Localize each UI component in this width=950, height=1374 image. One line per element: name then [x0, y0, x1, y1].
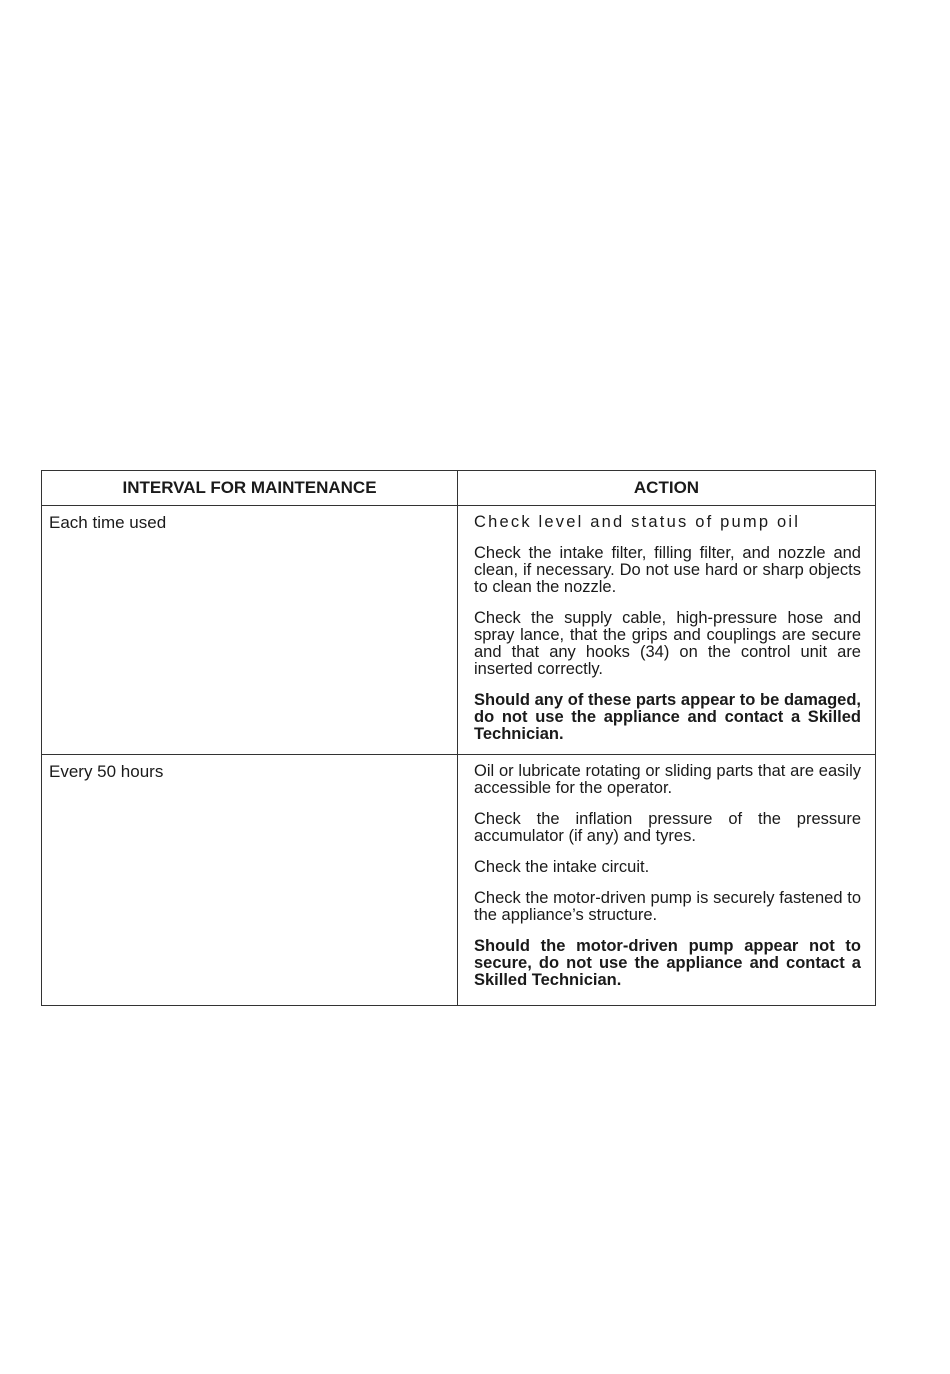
action-item: Check level and status of pump oil: [474, 513, 801, 531]
maintenance-table: [41, 470, 876, 1006]
action-item: Check the inflation pressure of the pressure accumulator (if any) and tyres.: [474, 810, 861, 845]
interval-cell: Each time used: [42, 506, 458, 755]
interval-cell: Every 50 hours: [42, 755, 458, 1006]
warning-text: Should the motor-driven pump appear not to secure, do not use the appliance and contact a Skilled Technician.: [474, 937, 861, 989]
warning-text: Should any of these parts appear to be damaged, do not use the appliance and contact a Skilled Technician.: [474, 691, 861, 743]
action-cell: [458, 755, 876, 1006]
header-action: ACTION: [458, 471, 876, 506]
action-cell: [458, 506, 876, 755]
action-item: Oil or lubricate rotating or sliding parts that are easily accessible for the operator.: [474, 762, 861, 797]
table-row: [42, 506, 876, 755]
table-header-row: [42, 471, 876, 506]
table-row: [42, 755, 876, 1006]
action-item: Check the intake filter, filling filter, and nozzle and clean, if necessary. Do not use hard or sharp objects to clean the nozzle.: [474, 544, 861, 596]
action-item: Check the supply cable, high-pressure hose and spray lance, that the grips and couplings are secure and that any hooks (34) on the control unit are inserted correctly.: [474, 609, 861, 678]
action-item: Check the motor-driven pump is securely fastened to the appliance’s structure.: [474, 889, 861, 924]
action-item: Check the intake circuit.: [474, 858, 650, 876]
header-interval: INTERVAL FOR MAINTENANCE: [42, 471, 458, 506]
